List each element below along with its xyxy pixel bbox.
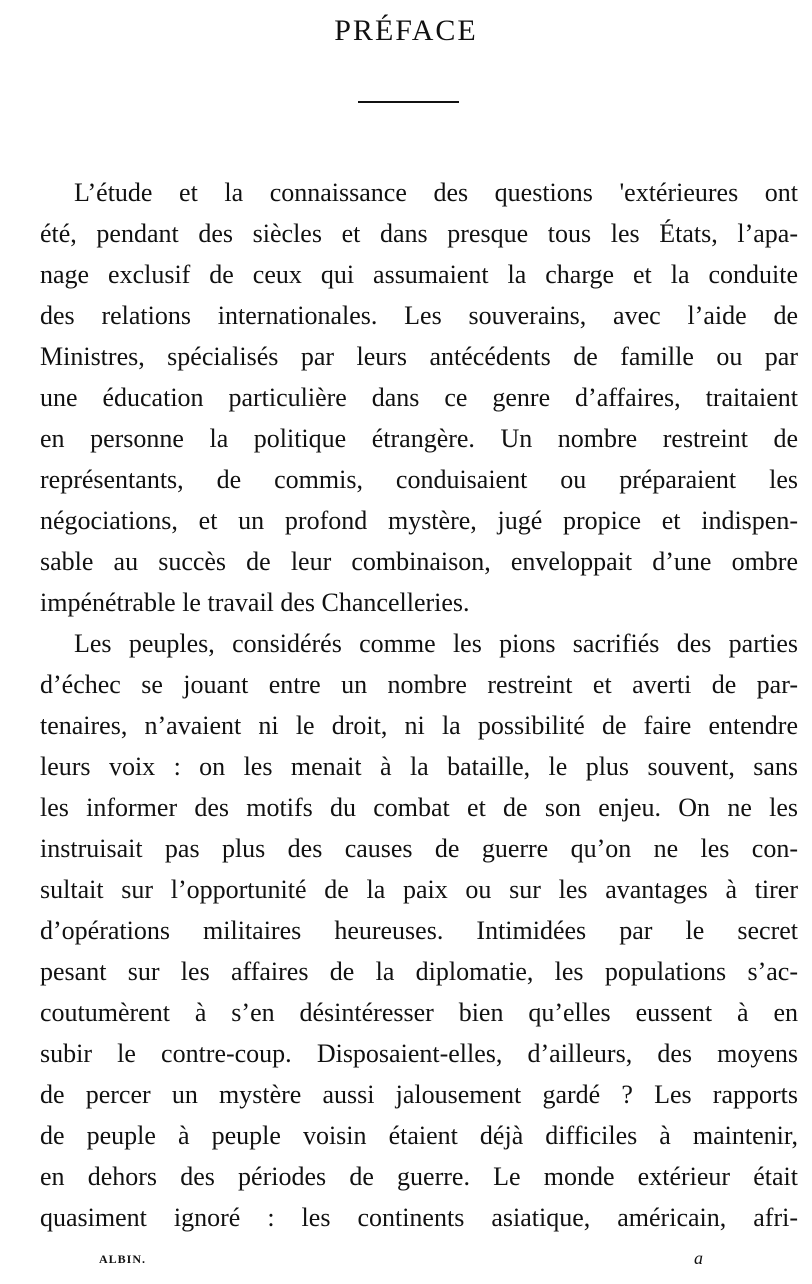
text-line: de peuple à peuple voisin étaient déjà difficiles à maintenir,	[40, 1121, 798, 1150]
text-line: tenaires, n’avaient ni le droit, ni la possibilité de faire entendre	[40, 711, 798, 740]
text-line: une éducation particulière dans ce genre d’affaires, traitaient	[40, 383, 798, 412]
text-line: impénétrable le travail des Chancelleries.	[40, 588, 470, 617]
preface-text	[40, 172, 798, 1238]
text-line: représentants, de commis, conduisaient ou préparaient les	[40, 465, 798, 494]
text-line: de percer un mystère aussi jalousement gardé ? Les rapports	[40, 1080, 798, 1109]
text-line: nage exclusif de ceux qui assumaient la charge et la conduite	[40, 260, 798, 289]
text-line: en dehors des périodes de guerre. Le monde extérieur était	[40, 1162, 798, 1191]
folio-mark: a	[694, 1248, 703, 1268]
text-line: les informer des motifs du combat et de son enjeu. On ne les	[40, 793, 798, 822]
text-line: négociations, et un profond mystère, jugé propice et indispen-	[40, 506, 798, 535]
text-line: des relations internationales. Les souverains, avec l’aide de	[40, 301, 798, 330]
text-line: pesant sur les affaires de la diplomatie, les populations s’ac-	[40, 957, 798, 986]
text-line: Ministres, spécialisés par leurs antécédents de famille ou par	[40, 342, 798, 371]
text-line: quasiment ignoré : les continents asiatique, américain, afri-	[40, 1203, 798, 1232]
text-line: été, pendant des siècles et dans presque tous les États, l’apa-	[40, 219, 798, 248]
text-line: leurs voix : on les menait à la bataille, le plus souvent, sans	[40, 752, 798, 781]
text-line: coutumèrent à s’en désintéresser bien qu’elles eussent à en	[40, 998, 798, 1027]
text-line: sultait sur l’opportunité de la paix ou sur les avantages à tirer	[40, 875, 798, 904]
text-line: sable au succès de leur combinaison, enveloppait d’une ombre	[40, 547, 798, 576]
page-title: PRÉFACE	[334, 14, 478, 47]
title-rule	[358, 101, 459, 103]
text-line: instruisait pas plus des causes de guerre qu’on ne les con-	[40, 834, 798, 863]
page-footer	[0, 1248, 812, 1272]
text-line: L’étude et la connaissance des questions 'extérieures ont	[74, 178, 798, 207]
text-line: Les peuples, considérés comme les pions sacrifiés des parties	[74, 629, 798, 658]
text-line: subir le contre-coup. Disposaient-elles, d’ailleurs, des moyens	[40, 1039, 798, 1068]
text-line: d’opérations militaires heureuses. Intimidées par le secret	[40, 916, 798, 945]
text-line: d’échec se jouant entre un nombre restreint et averti de par-	[40, 670, 798, 699]
signature-mark: ALBIN.	[99, 1252, 147, 1266]
text-line: en personne la politique étrangère. Un nombre restreint de	[40, 424, 798, 453]
